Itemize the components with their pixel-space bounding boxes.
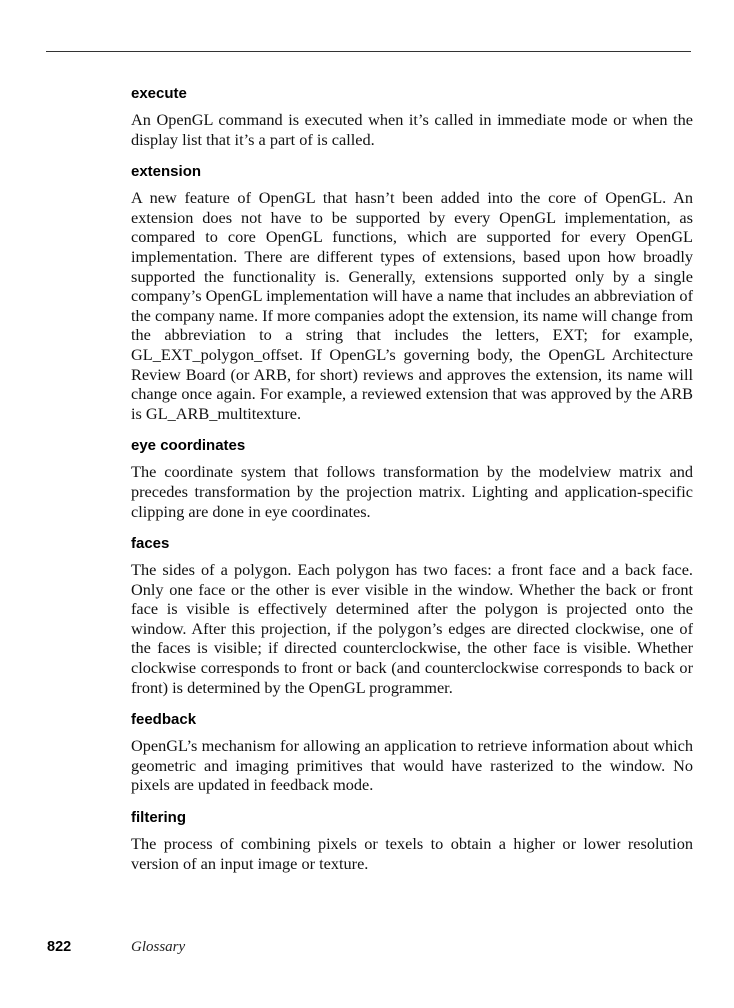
glossary-entry-extension [131, 162, 693, 423]
glossary-definition: The process of combining pixels or texels to obtain a higher or lower resolution version of an input image or texture. [131, 834, 693, 873]
glossary-term: feedback [131, 711, 197, 729]
glossary-term: execute [131, 85, 187, 102]
page-number: 822 [47, 939, 72, 955]
glossary-term: filtering [131, 809, 186, 827]
glossary-definition: The coordinate system that follows transformation by the modelview matrix and precedes transformation by the projection matrix. Lighting and application-specific clipping are done in eye coordinates. [131, 462, 693, 521]
glossary-term: faces [131, 535, 170, 553]
glossary-entry-execute [131, 84, 693, 149]
glossary-term: eye coordinates [131, 437, 246, 455]
running-title: Glossary [131, 939, 186, 955]
glossary-entry-eye-coordinates [131, 436, 693, 521]
glossary-content [131, 84, 693, 873]
glossary-entry-filtering [131, 808, 693, 873]
glossary-definition: An OpenGL command is executed when it’s called in immediate mode or when the display list that it’s a part of is called. [131, 110, 693, 149]
header-rule [46, 51, 691, 52]
glossary-term: extension [131, 163, 202, 181]
glossary-definition: OpenGL’s mechanism for allowing an application to retrieve information about which geometric and imaging primitives that would have rasterized to the window. No pixels are updated in feedback mode. [131, 736, 693, 795]
glossary-definition: The sides of a polygon. Each polygon has two faces: a front face and a back face. Only one face or the other is ever visible in the window. Whether the back or front face is visible is effectively determined after the polygon is projected onto the window. After this projection, if the polygon’s edges are directed clockwise, one of the faces is visible; if directed counterclockwise, the other face is visible. Whether clockwise corresponds to front or back (and counterclockwise corresponds to back or front) is determined by the OpenGL programmer. [131, 560, 693, 697]
glossary-definition: A new feature of OpenGL that hasn’t been added into the core of OpenGL. An extension does not have to be supported by every OpenGL implementation, as compared to core OpenGL functions, which are supported for every OpenGL implementation. There are different types of extensions, based upon how broadly supported the functionality is. Generally, extensions supported only by a single company’s OpenGL implementation will have a name that includes an abbreviation of the company name. If more companies adopt the extension, its name will change from the abbreviation to a string that includes the letters, EXT; for example, GL_EXT_polygon_offset. If OpenGL’s governing body, the OpenGL Architecture Review Board (or ARB, for short) reviews and approves the extension, its name will change once again. For example, a reviewed extension that was approved by the ARB is GL_ARB_multitexture. [131, 188, 693, 423]
page-footer [0, 939, 734, 963]
glossary-entry-faces [131, 534, 693, 697]
glossary-entry-feedback [131, 710, 693, 795]
